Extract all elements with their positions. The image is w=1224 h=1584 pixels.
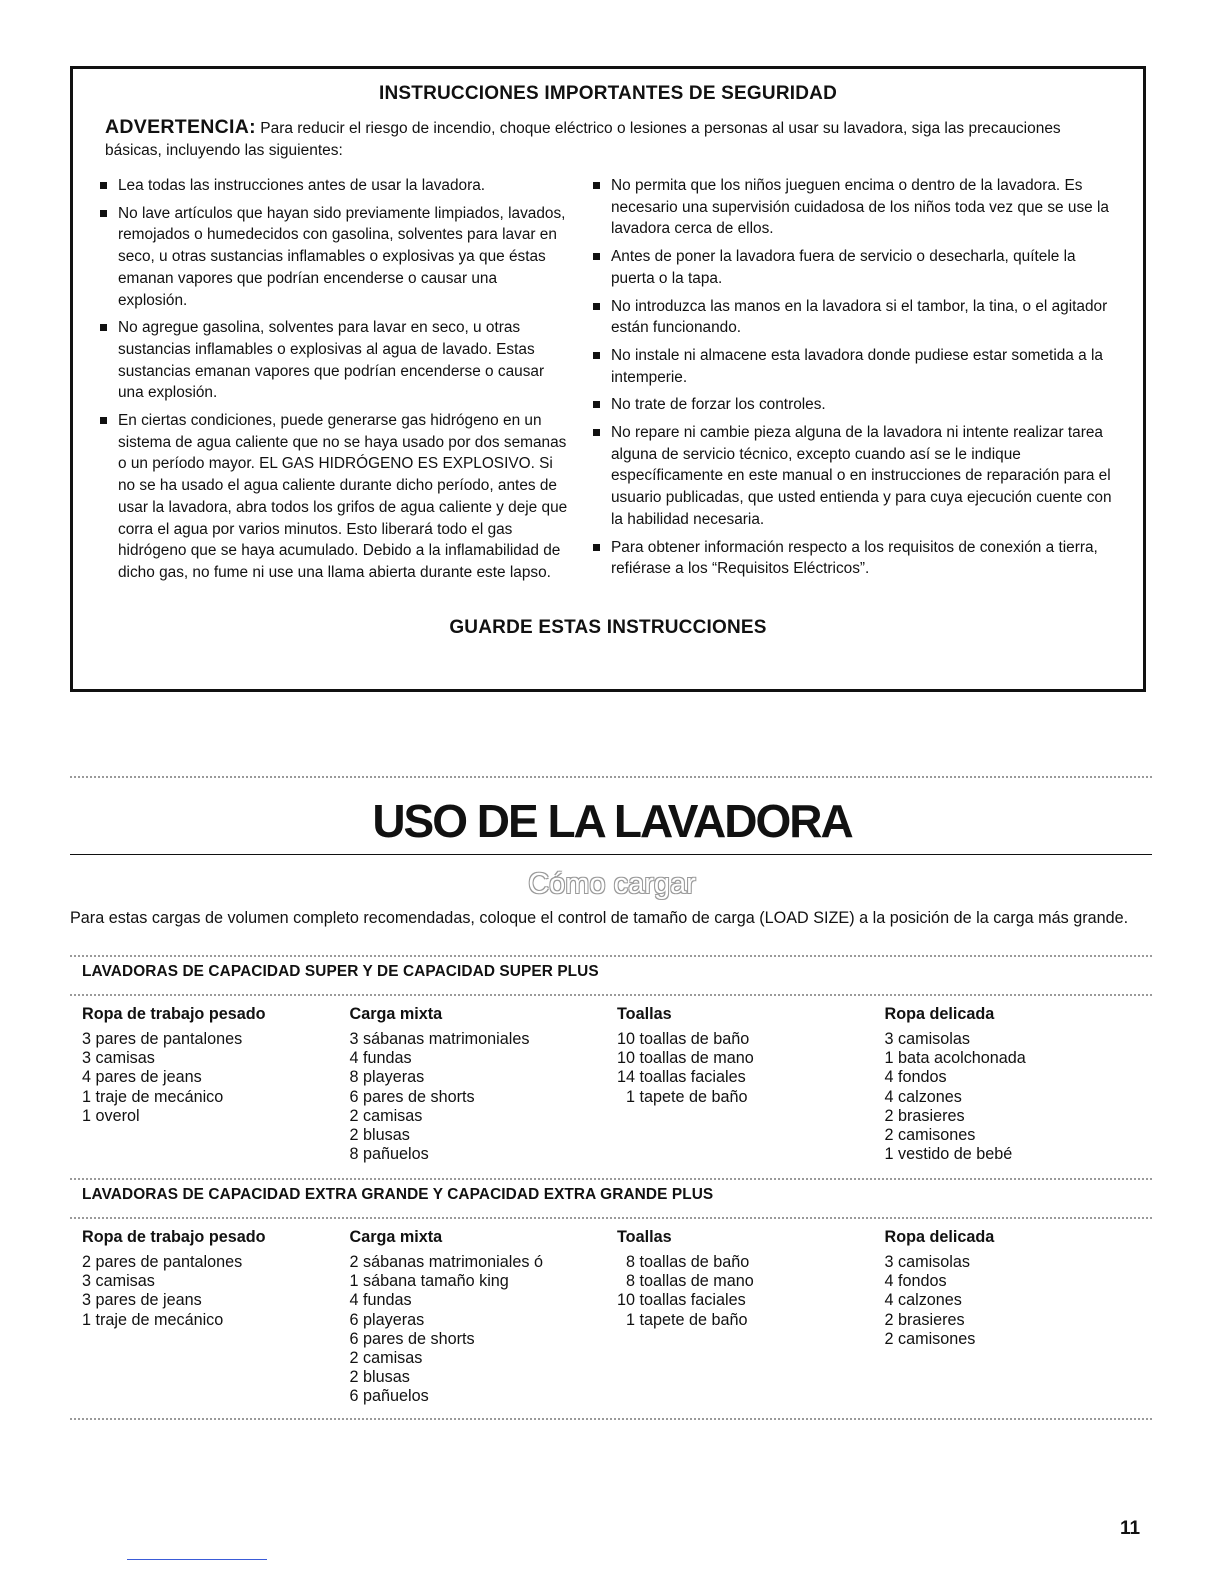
load-column <box>82 1005 350 1164</box>
list-item: 3 camisas <box>82 1049 155 1068</box>
list-item: 2 camisas <box>349 1106 423 1125</box>
list-item: 6 playeras <box>349 1310 425 1329</box>
save-instructions-heading: GUARDE ESTAS INSTRUCCIONES <box>449 617 767 638</box>
list-item: Antes de poner la lavadora fuera de servicio o desecharla, quítele la puerta o la tapa. <box>592 246 1122 289</box>
list-item: 8 playeras <box>349 1068 425 1087</box>
list-item: 1 vestido de bebé <box>884 1145 1013 1164</box>
list-item: 1 overol <box>82 1106 140 1125</box>
list-item: 4 calzones <box>884 1291 962 1310</box>
warning-label: ADVERTENCIA: <box>105 116 256 138</box>
list-item: 4 pares de jeans <box>82 1068 202 1087</box>
load-column <box>885 1228 1153 1407</box>
capacity-title: LAVADORAS DE CAPACIDAD EXTRA GRANDE Y CAPACIDAD EXTRA GRANDE PLUS <box>82 1186 714 1203</box>
list-item: 6 pares de shorts <box>349 1087 475 1106</box>
load-column <box>885 1005 1153 1164</box>
list-item: Para obtener información respecto a los requisitos de conexión a tierra, refiérase a los “Requisitos Eléctricos”. <box>592 537 1122 580</box>
warning-paragraph <box>105 116 1115 162</box>
list-item: 8 toallas de baño <box>617 1253 750 1271</box>
column-heading: Toallas <box>617 1005 672 1023</box>
divider <box>70 994 1152 996</box>
load-column <box>350 1005 618 1164</box>
list-item: 6 pañuelos <box>349 1387 429 1406</box>
load-table <box>82 1228 1152 1407</box>
list-item: 3 sábanas matrimoniales <box>349 1030 530 1048</box>
warning-text: Para reducir el riesgo de incendio, choque eléctrico o lesiones a personas al usar su lavadora, siga las precauciones básicas, incluyendo las siguientes: <box>105 120 1061 159</box>
list-item: 10 toallas faciales <box>617 1291 746 1310</box>
load-column <box>617 1228 885 1407</box>
list-item: 3 pares de pantalones <box>82 1030 243 1048</box>
list-item: 4 calzones <box>884 1087 962 1106</box>
divider <box>70 1178 1152 1180</box>
column-heading: Ropa delicada <box>884 1005 995 1023</box>
divider <box>70 1217 1152 1219</box>
list-item: Lea todas las instrucciones antes de usar la lavadora. <box>99 175 569 197</box>
list-item: 4 fondos <box>884 1272 947 1291</box>
load-table <box>82 1005 1152 1164</box>
list-item: 10 toallas de baño <box>617 1030 750 1048</box>
intro-paragraph: Para estas cargas de volumen completo recomendadas, coloque el control de tamaño de carga (LOAD SIZE) a la posición de la carga más grande. <box>70 909 1129 927</box>
safety-right-column <box>592 175 1122 586</box>
divider <box>70 854 1152 855</box>
safety-left-column <box>99 175 569 590</box>
page-number: 11 <box>1120 1518 1141 1539</box>
capacity-title: LAVADORAS DE CAPACIDAD SUPER Y DE CAPACIDAD SUPER PLUS <box>82 963 599 980</box>
column-heading: Carga mixta <box>349 1228 443 1246</box>
list-item: No introduzca las manos en la lavadora si el tambor, la tina, o el agitador están funcionando. <box>592 296 1122 339</box>
list-item: No instale ni almacene esta lavadora donde pudiese estar sometida a la intemperie. <box>592 345 1122 388</box>
list-item: No trate de forzar los controles. <box>592 394 1122 416</box>
list-item: 2 camisones <box>884 1329 976 1348</box>
column-heading: Ropa de trabajo pesado <box>82 1228 266 1246</box>
list-item: 3 camisas <box>82 1272 155 1291</box>
section-title: USO DE LA LAVADORA <box>372 795 852 847</box>
list-item: 1 traje de mecánico <box>82 1310 224 1329</box>
list-item: 2 brasieres <box>884 1310 965 1329</box>
divider <box>70 1418 1152 1420</box>
list-item: 3 pares de jeans <box>82 1291 202 1310</box>
list-item: 6 pares de shorts <box>349 1329 475 1348</box>
list-item: 3 camisolas <box>884 1030 970 1048</box>
list-item: No agregue gasolina, solventes para lavar en seco, u otras sustancias inflamables o explosivas al agua de lavado. Estas sustancias emanan vapores que podrían encenderse o causar una explosión. <box>99 317 569 404</box>
list-item: 1 traje de mecánico <box>82 1087 224 1106</box>
safety-title: INSTRUCCIONES IMPORTANTES DE SEGURIDAD <box>379 83 837 104</box>
list-item: 8 toallas de mano <box>617 1272 754 1291</box>
list-item: No repare ni cambie pieza alguna de la lavadora ni intente realizar tarea alguna de servicio técnico, excepto cuando así se le indique específicamente en este manual o en instrucciones de reparación para el usuario publicadas, que usted entienda y para cuya ejecución cuente con la habilidad necesaria. <box>592 422 1122 531</box>
list-item: 2 blusas <box>349 1368 410 1387</box>
load-column <box>617 1005 885 1164</box>
column-heading: Ropa delicada <box>884 1228 995 1246</box>
list-item: 1 tapete de baño <box>617 1310 748 1329</box>
list-item: 1 bata acolchonada <box>884 1049 1026 1068</box>
column-heading: Toallas <box>617 1228 672 1246</box>
list-item: 2 blusas <box>349 1126 410 1145</box>
list-item: 4 fondos <box>884 1068 947 1087</box>
list-item: 2 camisones <box>884 1126 976 1145</box>
list-item: 14 toallas faciales <box>617 1068 746 1087</box>
footer-line <box>127 1559 267 1560</box>
safety-left-list <box>99 175 569 584</box>
divider <box>70 955 1152 957</box>
load-column <box>350 1228 618 1407</box>
subsection-title: Cómo cargar <box>528 868 696 900</box>
divider <box>70 776 1152 778</box>
column-heading: Carga mixta <box>349 1005 443 1023</box>
list-item: 2 camisas <box>349 1349 423 1368</box>
list-item: 8 pañuelos <box>349 1145 429 1164</box>
safety-instructions-box <box>70 66 1146 692</box>
list-item: No permita que los niños jueguen encima o dentro de la lavadora. Es necesario una supervisión cuidadosa de los niños toda vez que se use la lavadora cerca de ellos. <box>592 175 1122 240</box>
load-column <box>82 1228 350 1407</box>
list-item: 2 pares de pantalones <box>82 1253 243 1271</box>
list-item: 4 fundas <box>349 1049 412 1068</box>
list-item: 2 brasieres <box>884 1106 965 1125</box>
list-item: 10 toallas de mano <box>617 1049 754 1068</box>
list-item: 1 tapete de baño <box>617 1087 748 1106</box>
list-item: 3 camisolas <box>884 1253 970 1271</box>
list-item: En ciertas condiciones, puede generarse gas hidrógeno en un sistema de agua caliente que no se haya usado por dos semanas o un período mayor. EL GAS HIDRÓGENO ES EXPLOSIVO. Si no se ha usado el agua caliente durante dicho período, antes de usar la lavadora, abra todos los grifos de agua caliente y deje que corra el agua por varios minutos. Esto liberará todo el gas hidrógeno que se haya acumulado. Debido a la inflamabilidad de dicho gas, no fume ni use una llama abierta durante este lapso. <box>99 410 569 584</box>
list-item: 4 fundas <box>349 1291 412 1310</box>
column-heading: Ropa de trabajo pesado <box>82 1005 266 1023</box>
list-item: 2 sábanas matrimoniales ó <box>349 1253 543 1271</box>
safety-right-list <box>592 175 1122 580</box>
list-item: No lave artículos que hayan sido previamente limpiados, lavados, remojados o humedecidos con gasolina, solventes para lavar en seco, u otras sustancias inflamables o explosivas ya que éstas emanan vapores que podrían encenderse o causar una explosión. <box>99 203 569 312</box>
list-item: 1 sábana tamaño king <box>349 1272 509 1291</box>
